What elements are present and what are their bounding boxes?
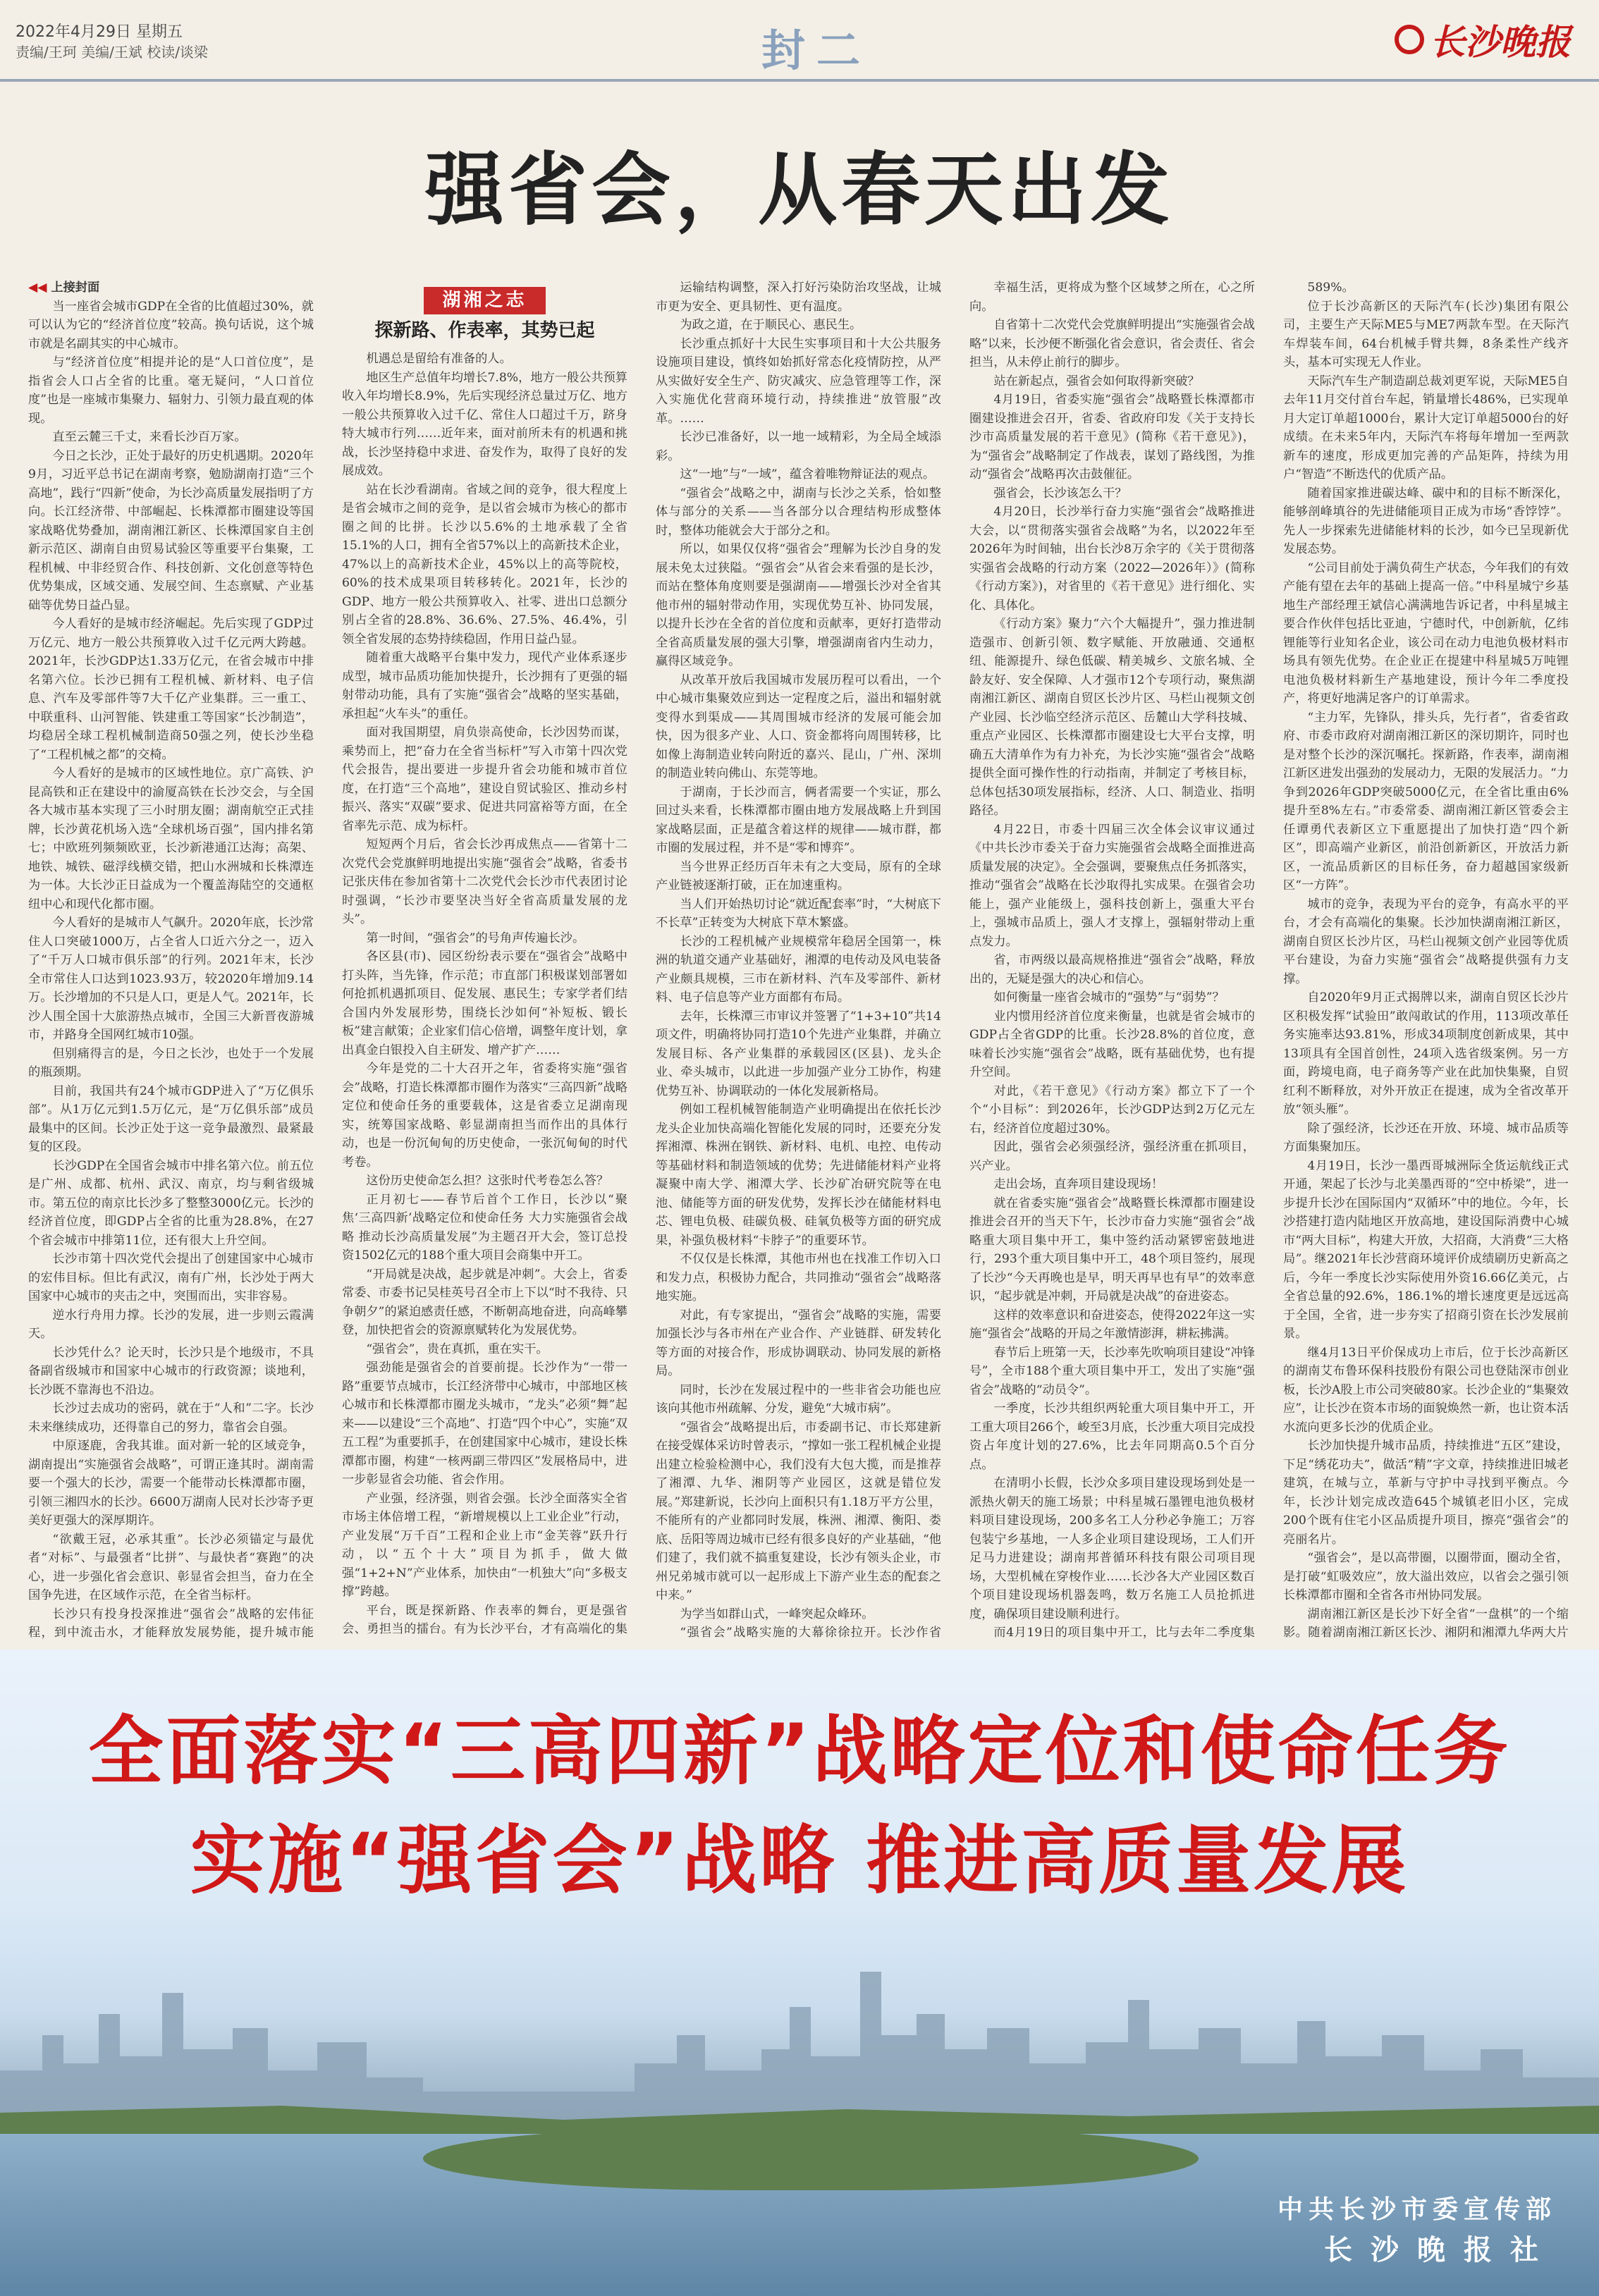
article-paragraph: 但别痛得言的是，今日之长沙，也处于一个发展的瓶颈期。 bbox=[28, 1046, 314, 1079]
article-paragraph: 春节后上班第一天，长沙率先吹响项目建设“冲锋号”，全市188个重大项目集中开工，发出了实施“强省会”战略的“动员令”。 bbox=[969, 1345, 1255, 1397]
city-skyline-image bbox=[0, 1929, 1599, 2155]
issue-date: 2022年4月29日 星期五 bbox=[16, 23, 183, 41]
article-paragraph: 4月19日，长沙一墨西哥城洲际全货运航线正式开通，架起了长沙与北美墨西哥的“空中桥梁”，进一步提升长沙在国际国内“双循环”中的地位。今年，长沙搭建打造内陆地区开放高地，建设国际消费中心城市“两大目标”，构建大开放，大招商，大消费“三大格局”。继2021年长沙营商环境评价成绩刷历史新高之后，今年一季度长沙实际使用外资16.66亿美元，占全省总量的92.6%，186.1%的增长速度更是远远高于全国，全省，进一步夯实了招商引资在长沙发展前景。 bbox=[1283, 1158, 1569, 1341]
article-paragraph: 为学当如群山式，一峰突起众峰环。 bbox=[680, 1607, 874, 1621]
article-paragraph: 这份历史使命怎么担？这张时代考卷怎么答？ bbox=[366, 1174, 609, 1188]
article-paragraph: 长沙的工程机械产业规模常年稳居全国第一，株洲的轨道交通产业基础好，湘潭的电传动及风电装备产业颇具规模，三市在新材料、汽车及零部件、新材料、电子信息等产业方面都有布局。 bbox=[656, 934, 941, 1005]
article-paragraph: 正月初七——春节后首个工作日，长沙以“聚焦‘三高四新’战略定位和使命任务 大力实施强省会战略 推动长沙高质量发展”为主题召开大会，签订总投资1502亿元的188个重大项目会商集中开工。 bbox=[342, 1192, 627, 1263]
continued-text: 上接封面 bbox=[51, 281, 100, 295]
article-paragraph: 长沙已准备好，以一地一域精彩，为全局全域添彩。 bbox=[656, 430, 941, 463]
article-paragraph: “开局就是决战，起步就是冲刺”。大会上，省委常委、市委书记吴桂英号召全市上下以“时不我待、只争朝夕”的紧迫感责任感，不断朝高地奋进，向高峰攀登，加快把省会的资源禀赋转化为发展优势。 bbox=[342, 1267, 627, 1337]
article-paragraph: 产业强，经济强，则省会强。长沙全面落实全省市场主体倍增工程，“新增规模以上工业企业”行动，产业发展“万千百”工程和企业上市“金芙蓉”跃升行动，以“五个十大”项目为抓手，做大做强“1+2+N”产业体系，加快由“一机独大”向“多极支撑”跨越。 bbox=[342, 1491, 627, 1599]
article-paragraph: 长沙只有投身投深推进“强省会”战略的宏伟征程，到中流击水，才能释放发展势能，提升城市能 bbox=[28, 1607, 314, 1639]
article-paragraph: 随着国家推进碳达峰、碳中和的目标不断深化，能够剖峰填谷的先进储能项目正成为市场“香饽饽”。先人一步探索先进储能材料的长沙，如今已呈现新优发展态势。 bbox=[1283, 486, 1569, 556]
article-paragraph: 今日之长沙，正处于最好的历史机遇期。2020年9月，习近平总书记在湖南考察，勉励湖南打造“三个高地”，践行“四新”使命，为长沙高质量发展指明了方向。长江经济带、中部崛起、长株潭都市圈建设等国家战略优势叠加，湖南湘江新区、长株潭国家自主创新示范区、湖南自由贸易试验区等重要平台集聚，工程机械、中非经贸合作、科技创新、文化创意等特色优势集成，区域交通、发展空间、生态禀赋、产业基础等优势日益凸显。 bbox=[28, 448, 314, 613]
article-paragraph: 去年，长株潭三市审议并签署了“1+3+10”共14项文件，明确将协同打造10个先进产业集群，并确立发展目标、各产业集群的承载园区(区县)、龙头企业、牵头城市，以此进一步加强产业分工协作，构建优势互补、协调联动的一体化发展新格局。 bbox=[656, 1009, 941, 1098]
article-paragraph: 幸福生活，更将成为整个区域梦之所在，心之所向。 bbox=[969, 281, 1255, 314]
article-paragraph: “强省会”战略提出后，市委副书记、市长郑建新在接受媒体采访时曾表示，“撑如一张工程机械企业提出建立检验检测中心，我们没有大包大揽，而是推荐了湘潭、九华、湘阴等产业园区，这就是错位发展。”郑建新说，长沙向上面积只有1.18万平方公里，不能所有的产业都同时发展，株洲、湘潭、衡阳、娄底、岳阳等周边城市已经有很多良好的产业基础，“他们建了，我们就不搞重复建设，长沙有领头企业，市州兄弟城市就可以一起形成上下游产业生态的配套之中来。” bbox=[656, 1420, 941, 1602]
article-paragraph: 一季度，长沙共组织两轮重大项目集中开工，开工重大项目266个，峻至3月底，长沙重大项目完成投资占年度计划的27.6%，比去年同期高0.5个百分点。 bbox=[969, 1401, 1255, 1472]
article-paragraph: 今年是党的二十大召开之年，省委将实施“强省会”战略，打造长株潭都市圈作为落实“三高四新”战略定位和使命任务的重要载体，这是省委立足湖南现实，统筹国家战略、彰显湖南担当而作出的具体行动，也是一份沉甸甸的历史使命，一张沉甸甸的时代考卷。 bbox=[342, 1062, 627, 1170]
article-column-5 bbox=[1283, 278, 1569, 1639]
article-paragraph: 平台，既是探新路、作表率的舞台，更是强省会、勇担当的擂台。有为长沙平台，才有高端化的集 bbox=[342, 1603, 627, 1636]
article-paragraph: 面对我国期望，肩负崇高使命，长沙因势而谋，乘势而上，把“奋力在全省当标杆”写入市第十四次党代会报告，提出要进一步提升省会功能和城市首位度，在打造“三个高地”，建设自贸试验区、推动乡村振兴、落实“双碳”要求、促进共同富裕等方面，在全省率先示范、成为标杆。 bbox=[342, 725, 627, 833]
article-paragraph: 湖南湘江新区是长沙下好全省“一盘棋”的一个缩影。随着湖南湘江新区长沙、湘阴和湘潭九华两大片 bbox=[1283, 1607, 1569, 1639]
article-column-4 bbox=[969, 278, 1255, 1639]
article-paragraph: 长沙凭什么？论天时，长沙只是个地级市，不具备副省级城市和国家中心城市的行政资源；谈地利，长沙既不靠海也不沿边。 bbox=[28, 1345, 314, 1397]
article-paragraph: 同时，长沙在发展过程中的一些非省会功能也应该向其他市州疏解、分发，避免“大城市病”。 bbox=[656, 1382, 941, 1416]
article-paragraph: 目前，我国共有24个城市GDP进入了“万亿俱乐部”。从1万亿元到1.5万亿元，是“万亿俱乐部”成员最集中的区间。长沙正处于这一竞争最激烈、最紧最复的区段。 bbox=[28, 1083, 314, 1154]
article-paragraph: 当今世界正经历百年未有之大变局，原有的全球产业链被逐渐打破，正在加速重构。 bbox=[656, 859, 941, 892]
article-paragraph: 除了强经济，长沙还在开放、环境、城市品质等方面集聚加压。 bbox=[1283, 1121, 1569, 1154]
article-paragraph: 在清明小长假，长沙众多项目建设现场到处是一派热火朝天的施工场景；中科星城石墨锂电池负极材料项目建设现场，200多名工人分秒必争施工；万容包装宁乡基地，一人多企业项目建设现场，工人们开足马力进建设；湖南邦普循环科技有限公司项目现场，大型机械在穿梭作业……长沙各大产业园区数百个项目建设现场机器轰鸣，数万名施工人员抢抓进度，确保项目建设顺利进行。 bbox=[969, 1476, 1255, 1621]
article-paragraph: 今人看好的是城市经济崛起。先后实现了GDP过万亿元、地方一般公共预算收入过千亿元两大跨越。2021年，长沙GDP达1.33万亿元，在省会城市中排名第六位。长沙已拥有工程机械、新材料、电子信息、汽车及零部件等7大千亿产业集群。三一重工、中联重科、山河智能、铁建重工等国家“长沙制造”，均稳居全球工程机械制造商50强之列，使长沙坐稳了“工程机械之都”的交椅。 bbox=[28, 617, 314, 762]
article-paragraph: 所以，如果仅仅将“强省会”理解为长沙自身的发展未免太过狭隘。“强省会”从省会来看强的是长沙，而站在整体角度则要是强湖南——增强长沙对全省其他市州的辐射带动作用，实现优势互补、协同发展，以提升长沙在全省的首位度和贡献率，更好打造带动全省高质量发展的强大引擎，增强湖南省内生动力，赢得区域竞争。 bbox=[656, 542, 941, 668]
article-paragraph: 长沙加快提升城市品质，持续推进“五区”建设，下足“绣花功夫”，做活“精”字文章，持续推进旧城老建筑，在城与立，革新与守护中寻找到平衡点。今年，长沙计划完成改造645个城镇老旧小区，完成200个既有住宅小区品质提升项目，擦亮“强省会”的亮丽名片。 bbox=[1283, 1439, 1569, 1547]
article-paragraph: 如何衡量一座省会城市的“强势”与“弱势”？ bbox=[993, 990, 1225, 1005]
article-paragraph: 为政之道，在于顺民心、惠民生。 bbox=[680, 318, 862, 332]
article-paragraph: 不仅仅是长株潭，其他市州也在找准工作切入口和发力点，积极协力配合，共同推动“强省会”战略落地实施。 bbox=[656, 1252, 941, 1303]
article-paragraph: 长沙重点抓好十大民生实事项目和十大公共服务设施项目建设，慎终如始抓好常态化疫情防控，从严从实做好安全生产、防灾减灾、应急管理等工作，深入实施优化营商环境行动，持续推进“放管服”改革。…… bbox=[656, 336, 941, 426]
article-columns bbox=[28, 278, 1576, 1646]
island-image bbox=[423, 2127, 1199, 2190]
article-paragraph: 例如工程机械智能制造产业明确提出在依托长沙龙头企业加快高端化智能化发展的同时，还要充分发挥湘潭、株洲在钢铁、新材料、电机、电控、电传动等基础材料和制造领域的优势；先进储能材料产业将凝聚中南大学、湘潭大学、长沙矿冶研究院等在电池、储能等方面的研发优势，发挥长沙在储能材料电芯、锂电负极、硅碳负极、硅氧负极等方面的研究成果，补强负极材料“卡脖子”的重要环节。 bbox=[656, 1103, 941, 1248]
article-paragraph: 直至云麓三千丈，来看长沙百万家。 bbox=[52, 430, 247, 444]
article-paragraph: 各区县(市)、园区纷纷表示要在“强省会”战略中打头阵，当先锋，作示范；市直部门积极谋划部署如何抢抓机遇抓项目、促发展、惠民生；专家学者们结合国内外发展形势，围绕长沙如何“补短板、锻长板”建言献策；企业家们信心倍增，调整年度计划，拿出真金白银投入自主研发、增产扩产…… bbox=[342, 950, 627, 1057]
article-paragraph: 对此，《若干意见》《行动方案》都立下了一个个“小目标”：到2026年，长沙GDP达到2万亿元左右，经济首位度超过30%。 bbox=[969, 1083, 1255, 1136]
article-paragraph: 城市的竞争，表现为平台的竞争，有高水平的平台，才会有高端化的集聚。长沙加快湖南湘江新区，湖南自贸区长沙片区，马栏山视频文创产业园等优质平台建设，为奋力实施“强省会”战略提供强有力支撑。 bbox=[1283, 897, 1569, 986]
article-paragraph: 走出会场，直奔项目建设现场！ bbox=[993, 1177, 1164, 1191]
article-column-1 bbox=[28, 278, 314, 1639]
article-paragraph: 4月20日，长沙举行奋力实施“强省会”战略推进大会，以“贯彻落实强省会战略”为名，以2022年至2026年为时间轴，出台长沙8万余字的《关于贯彻落实强省会战略的行动方案（2022—2026年）》(简称《行动方案》)，对省里的《若干意见》进行细化、实化、具体化。 bbox=[969, 505, 1255, 613]
banner-slogan-2: 实施“强省会”战略 推进高质量发展 bbox=[190, 1817, 1409, 1904]
article-paragraph: 于湖南，于长沙而言，俩者需要一个实证，那么回过头来看，长株潭都市圈由地方发展战略上升到国家战略层面，正是蕴含着这样的规律——城市群，都市圈的发展过程，并不是“零和博弈”。 bbox=[656, 785, 941, 855]
article-paragraph: 因此，强省会必须强经济，强经济重在抓项目，兴产业。 bbox=[969, 1140, 1255, 1173]
article-paragraph: 自省第十二次党代会党旗鲜明提出“实施强省会战略”以来，长沙便不断强化省会意识，省会责任、省会担当，从未停止前行的脚步。 bbox=[969, 318, 1255, 369]
main-headline: 强省会，从春天出发 bbox=[425, 144, 1174, 236]
article-paragraph: “强省会”，贵在真抓，重在实干。 bbox=[366, 1342, 549, 1356]
article-paragraph: “欲戴王冠，必承其重”。长沙必须锚定与最优者“对标”、与最强者“比拼”、与最快者“赛跑”的决心，进一步强化省会意识、彰显省会担当，奋力在全国争先进，在区域作示范，在全省当标杆。 bbox=[28, 1532, 314, 1602]
article-paragraph: 4月19日，省委实施“强省会”战略暨长株潭都市圈建设推进会召开，省委、省政府印发《关于支持长沙市高质量发展的若干意见》(简称《若干意见》)，为“强省会”战略制定了作战表，谋划了路线图，为推动“强省会”战略再次击鼓催征。 bbox=[969, 393, 1255, 481]
article-paragraph: 长沙GDP在全国省会城市中排名第六位。前五位是广州、成都、杭州、武汉、南京，均与剩省级城市。第五位的南京比长沙多了整整3000亿元。长沙的经济首位度，即GDP占全省的比重为28.8%，在27个省会城市中排第11位，还有很大上升空间。 bbox=[28, 1158, 314, 1248]
article-paragraph: 随着重大战略平台集中发力，现代产业体系逐步成型，城市品质功能加快提升，长沙拥有了更强的辐射带动功能，具有了实施“强省会”战略的坚实基础，承担起“火车头”的重任。 bbox=[342, 651, 627, 721]
article-paragraph: “强省会”，是以高带圈，以圈带面，圈动全省，是打破“虹吸效应”，放大溢出效应，以省会之强引领长株潭都市圈和全省各市州协同发展。 bbox=[1283, 1551, 1569, 1602]
article-column-3 bbox=[656, 278, 941, 1639]
article-paragraph: 与“经济首位度”相提并论的是“人口首位度”，是指省会人口占全省的比重。毫无疑问，“人口首位度”也是一座城市集聚力、辐射力、引领力最直观的体现。 bbox=[28, 355, 314, 426]
article-paragraph: 这样的效率意识和奋进姿态，使得2022年这一实施“强省会”战略的开局之年激情澎湃，耕耘拂满。 bbox=[969, 1308, 1255, 1341]
article-paragraph: 对此，有专家提出，“强省会”战略的实施，需要加强长沙与各市州在产业合作、产业链群、研发转化等方面的对接合作，形成协调联动、协同发展的新格局。 bbox=[656, 1308, 941, 1378]
article-paragraph: 位于长沙高新区的天际汽车(长沙)集团有限公司，主要生产天际ME5与ME7两款车型。在天际汽车焊装车间，64台机械手臂共舞，8条柔性产线齐头，基本可实现无人作业。 bbox=[1283, 299, 1569, 369]
article-paragraph: 这“一地”与“一域”，蕴含着唯物辩证法的观点。 bbox=[680, 467, 936, 481]
article-paragraph: “公司目前处于满负荷生产状态，今年我们的有效产能有望在去年的基础上提高一倍。”中科星城宁乡基地生产部经理王斌信心满满地告诉记者，中科星城主要合作伙伴包括比亚迪，宁德时代，中创新航，亿纬锂能等行业知名企业，该公司在动力电池负极材料市场具有领先优势。在企业正在提建中科星城5万吨锂电池负极材料新生产基地建设，预计今年二季度投产，将更好地满足客户的订单需求。 bbox=[1283, 560, 1569, 706]
page-header bbox=[0, 0, 1599, 85]
article-paragraph: 当一座省会城市GDP在全省的比值超过30%，就可以认为它的“经济首位度”较高。换句话说，这个城市就是名副其实的中心城市。 bbox=[28, 299, 314, 351]
subhead-title: 探新路、作表率，其势已起 bbox=[374, 319, 595, 341]
article-paragraph: 站在新起点，强省会如何取得新突破？ bbox=[993, 374, 1200, 388]
section-subhead bbox=[342, 287, 627, 340]
subhead-tag: 湖湘之志 bbox=[424, 287, 545, 314]
article-paragraph: 而4月19日的项目集中开工，比与去年二季度集 bbox=[993, 1626, 1255, 1639]
section-name: 封二 bbox=[761, 25, 872, 76]
double-arrow-icon: ◀◀ bbox=[28, 281, 51, 295]
article-paragraph: 地区生产总值年均增长7.8%，地方一般公共预算收入年均增长8.9%，先后实现经济总量过万亿、地方一般公共预算收入过千亿、常住人口超过千万，跻身特大城市行列……近年来，面对前所未有的机遇和挑战，长沙坚持稳中求进、奋发作为，取得了良好的发展成效。 bbox=[342, 370, 627, 478]
article-paragraph: 业内惯用经济首位度来衡量，也就是省会城市的GDP占全省GDP的比重。长沙28.8%的首位度，意味着长沙实施“强省会”战略，既有基础优势，也有提升空间。 bbox=[969, 1009, 1255, 1079]
propaganda-banner bbox=[0, 1650, 1599, 2296]
article-paragraph: 继4月13日平价保成功上市后，位于长沙高新区的湖南艾布鲁环保科技股份有限公司也登陆深市创业板，长沙A股上市公司突破80家。长沙企业的“集聚效应”，让长沙在资本市场的面貌焕然一新，也让资本活水流向更多长沙的优质企业。 bbox=[1283, 1345, 1569, 1435]
article-paragraph: 自2020年9月正式揭牌以来，湖南自贸区长沙片区积极发挥“试验田”敢闯敢试的作用，113项改革任务实施率达93.81%，形成34项制度创新成果，其中13项具有全国首创性，24项入选省级案例。另一方面，跨境电商，电子商务等产业在此加快集聚，自贸红利不断释放，对外开放正在提速，成为全省改革开放“领头雁”。 bbox=[1283, 990, 1569, 1117]
article-paragraph: 今人看好的是城市人气飙升。2020年底，长沙常住人口突破1000万，占全省人口近六分之一，迈入了“千万人口城市俱乐部”的行列。2021年末，长沙全市常住人口达到1023.93万，较2020年增加9.14万。长沙增加的不只是人口，更是人气。2021年，长沙人围全国十大旅游热点城市，全国三大新晋夜游城市，并路身全国网红城市10强。 bbox=[28, 916, 314, 1042]
article-paragraph: 强省会，长沙该怎么干？ bbox=[993, 486, 1127, 501]
article-paragraph: “主力军，先锋队，排头兵，先行者”，省委省政府、市委市政府对湖南湘江新区的深切期许，同时也是对整个长沙的深沉嘱托。探新路，作表率，湖南湘江新区进发出强劲的发展动力，无限的发展活力。“力争到2026年GDP突破5000亿元，在全省比重由6%提升至8%左右。”市委常委、湖南湘江新区管委会主任谭勇代表新区立下重愿提出了加快打造“四个新区”，即高端产业新区，前沿创新新区，开放活力新区，一流品质新区的目标任务，奋力超越国家级新区“一方阵”。 bbox=[1283, 710, 1569, 892]
article-paragraph: 机遇总是留给有准备的人。 bbox=[366, 352, 512, 366]
article-paragraph: 运输结构调整，深入打好污染防治攻坚战，让城市更为安全、更具韧性、更有温度。 bbox=[656, 281, 941, 314]
continued-from-label bbox=[28, 278, 314, 297]
article-paragraph: 第一时间，“强省会”的号角声传遍长沙。 bbox=[366, 931, 585, 945]
article-paragraph: 当人们开始热切讨论“就近配套率”时，“大树底下不长草”正转变为大树底下草木繁盛。 bbox=[656, 897, 941, 930]
article-paragraph: 天际汽车生产制造副总裁刘更军说，天际ME5自去年11月交付首台车起，销量增长486%，已实现单月大定订单超1000台，累计大定订单超5000台的好成绩。在未来5年内，天际汽车将每年增加一至两款新车的速度，形成更加完善的产品矩阵，持续为用户“智造”不断迭代的优质产品。 bbox=[1283, 374, 1569, 481]
article-paragraph: 4月22日，市委十四届三次全体会议审议通过《中共长沙市委关于奋力实施强省会战略全面推进高质量发展的决定》。全会强调，要聚焦点任务抓落实，推动“强省会”战略在长沙取得扎实成果。在强省会功能上，强产业能级上，强科技创新上，强重大平台上，强城市品质上，强人才支撑上，强辐射带动上重点发力。 bbox=[969, 822, 1255, 949]
newspaper-name: 长沙晚报 bbox=[1430, 21, 1571, 63]
article-paragraph: 省，市两级以最高规格推进“强省会”战略，释放出的，无疑是强大的决心和信心。 bbox=[969, 953, 1255, 986]
article-paragraph: 就在省委实施“强省会”战略暨长株潭都市圈建设推进会召开的当天下午，长沙市奋力实施“强省会”战略重大项目集中开工，集中签约活动紧锣密鼓地进行，293个重大项目集中开工，48个项目签约，展现了长沙“今天再晚也是早，明天再早也有早”的效率意识，“起步就是冲刺，开局就是决战”的奋进姿态。 bbox=[969, 1196, 1255, 1303]
editor-credits: 责编/王珂 美编/王斌 校读/谈梁 bbox=[16, 44, 208, 61]
newspaper-logo bbox=[1395, 14, 1571, 65]
article-paragraph: “强省会”战略实施的大幕徐徐拉开。长沙作省 bbox=[680, 1626, 941, 1639]
article-paragraph: 从改革开放后我国城市发展历程可以看出，一个中心城市集聚效应到达一定程度之后，溢出和辐射就变得水到渠成——其周围城市经济的发展可能会加快，因为很多产业、人口、资金都将向周围转移，比如像上海制造业转向附近的嘉兴、昆山，广州、深圳的制造业转向佛山、东莞等地。 bbox=[656, 673, 941, 780]
article-paragraph: 589%。 bbox=[1307, 281, 1354, 295]
article-paragraph: 逆水行舟用力撑。长沙的发展，进一步则云霞满天。 bbox=[28, 1308, 314, 1341]
banner-organization: 中共长沙市委宣传部 bbox=[1277, 2195, 1557, 2224]
logo-circle-icon bbox=[1395, 25, 1424, 54]
article-paragraph: 《行动方案》聚力“六个大幅提升”，强力推进制造强市、创新引领、数字赋能、开放融通、交通枢纽、能源提升、绿色低碳、精美城乡、文旅名城、全龄友好、安全保障、人才强市12个专项行动，聚焦湖南湘江新区、湖南自贸区长沙片区、马栏山视频文创产业园、长沙临空经济示范区、岳麓山大学科技城、重点产业园区、长株潭都市圈建设七大平台支撑，明确五大清单作为有力补充，为长沙实施“强省会”战略提供全面可操作性的行动指南，并制定了考核目标，总体包括30项发展指标，经济、人口、制造业、指明路径。 bbox=[969, 617, 1255, 818]
article-paragraph: 今人看好的是城市的区域性地位。京广高铁、沪昆高铁和正在建设中的渝厦高铁在长沙交会，与全国各大城市基本实现了三小时朋友圈；湖南航空正式挂牌，长沙黄花机场入选“全球机场百强”，国内排名第七；中欧班列频频欧亚，长沙新港通江达海；高架、地铁、城铁、磁浮线横交错，把山水洲城和长株潭连为一体。大长沙正日益成为一个覆盖海陆空的交通枢纽中心和现代化都市圈。 bbox=[28, 766, 314, 911]
article-paragraph: 短短两个月后，省会长沙再成焦点——省第十二次党代会党旗鲜明地提出实施“强省会”战略，省委书记张庆伟在参加省第十二次党代会长沙市代表团讨论时强调，“长沙市要坚决当好全省高质量发展的龙头”。 bbox=[342, 837, 627, 926]
header-rule bbox=[0, 79, 1599, 82]
article-paragraph: 强劲能是强省会的首要前提。长沙作为“一带一路”重要节点城市，长江经济带中心城市，中部地区核心城市和长株潭都市圈龙头城市，“龙头”必须“舞”起来——以建设“三个高地”、打造“四个中心”，实施“双五工程”为重要抓手，在创建国家中心城市，建设长株潭都市圈，构建“一核两副三带四区”发展格局中，进一步彰显省会功能、省会作用。 bbox=[342, 1361, 627, 1487]
article-paragraph: 站在长沙看湖南。省域之间的竞争，很大程度上是省会城市之间的竞争，是以省会城市为核心的都市圈之间的比拼。长沙以5.6%的土地承载了全省15.1%的人口，拥有全省57%以上的高新技术企业，47%以上的高新技术企业，45%以上的高等院校，60%的技术成果项目转移转化。2021年，长沙的GDP、地方一般公共预算收入、社零、进出口总额分别占全省的28.8%、36.6%、27.5%、46.4%，引领全省发展的态势持续稳固，作用日益凸显。 bbox=[342, 482, 627, 646]
banner-newspaper: 长沙晚报社 bbox=[1324, 2234, 1557, 2266]
article-paragraph: 中原逐鹿，舍我其谁。面对新一轮的区域竞争，湖南提出“实施强省会战略”，可谓正逢其时。湖南需要一个强大的长沙，需要一个能带动长株潭都市圈，引领三湘四水的长沙。6600万湖南人民对长沙寄予更美好更强大的深厚期许。 bbox=[28, 1439, 314, 1528]
article-paragraph: 长沙过去成功的密码，就在于“人和”二字。长沙未来继续成功，还得靠自己的努力，靠省会自强。 bbox=[28, 1401, 314, 1435]
banner-slogan-1: 全面落实“三高四新”战略定位和使命任务 bbox=[88, 1708, 1511, 1795]
article-paragraph: “强省会”战略之中，湖南与长沙之关系，恰如整体与部分的关系——当各部分以合理结构形成整体时，整体功能就会大于部分之和。 bbox=[656, 486, 941, 538]
article-column-2 bbox=[342, 278, 627, 1639]
article-paragraph: 长沙市第十四次党代会提出了创建国家中心城市的宏伟目标。但比有武汉，南有广州，长沙处于两大国家中心城市的夹击之中，突围而出，实非容易。 bbox=[28, 1252, 314, 1303]
